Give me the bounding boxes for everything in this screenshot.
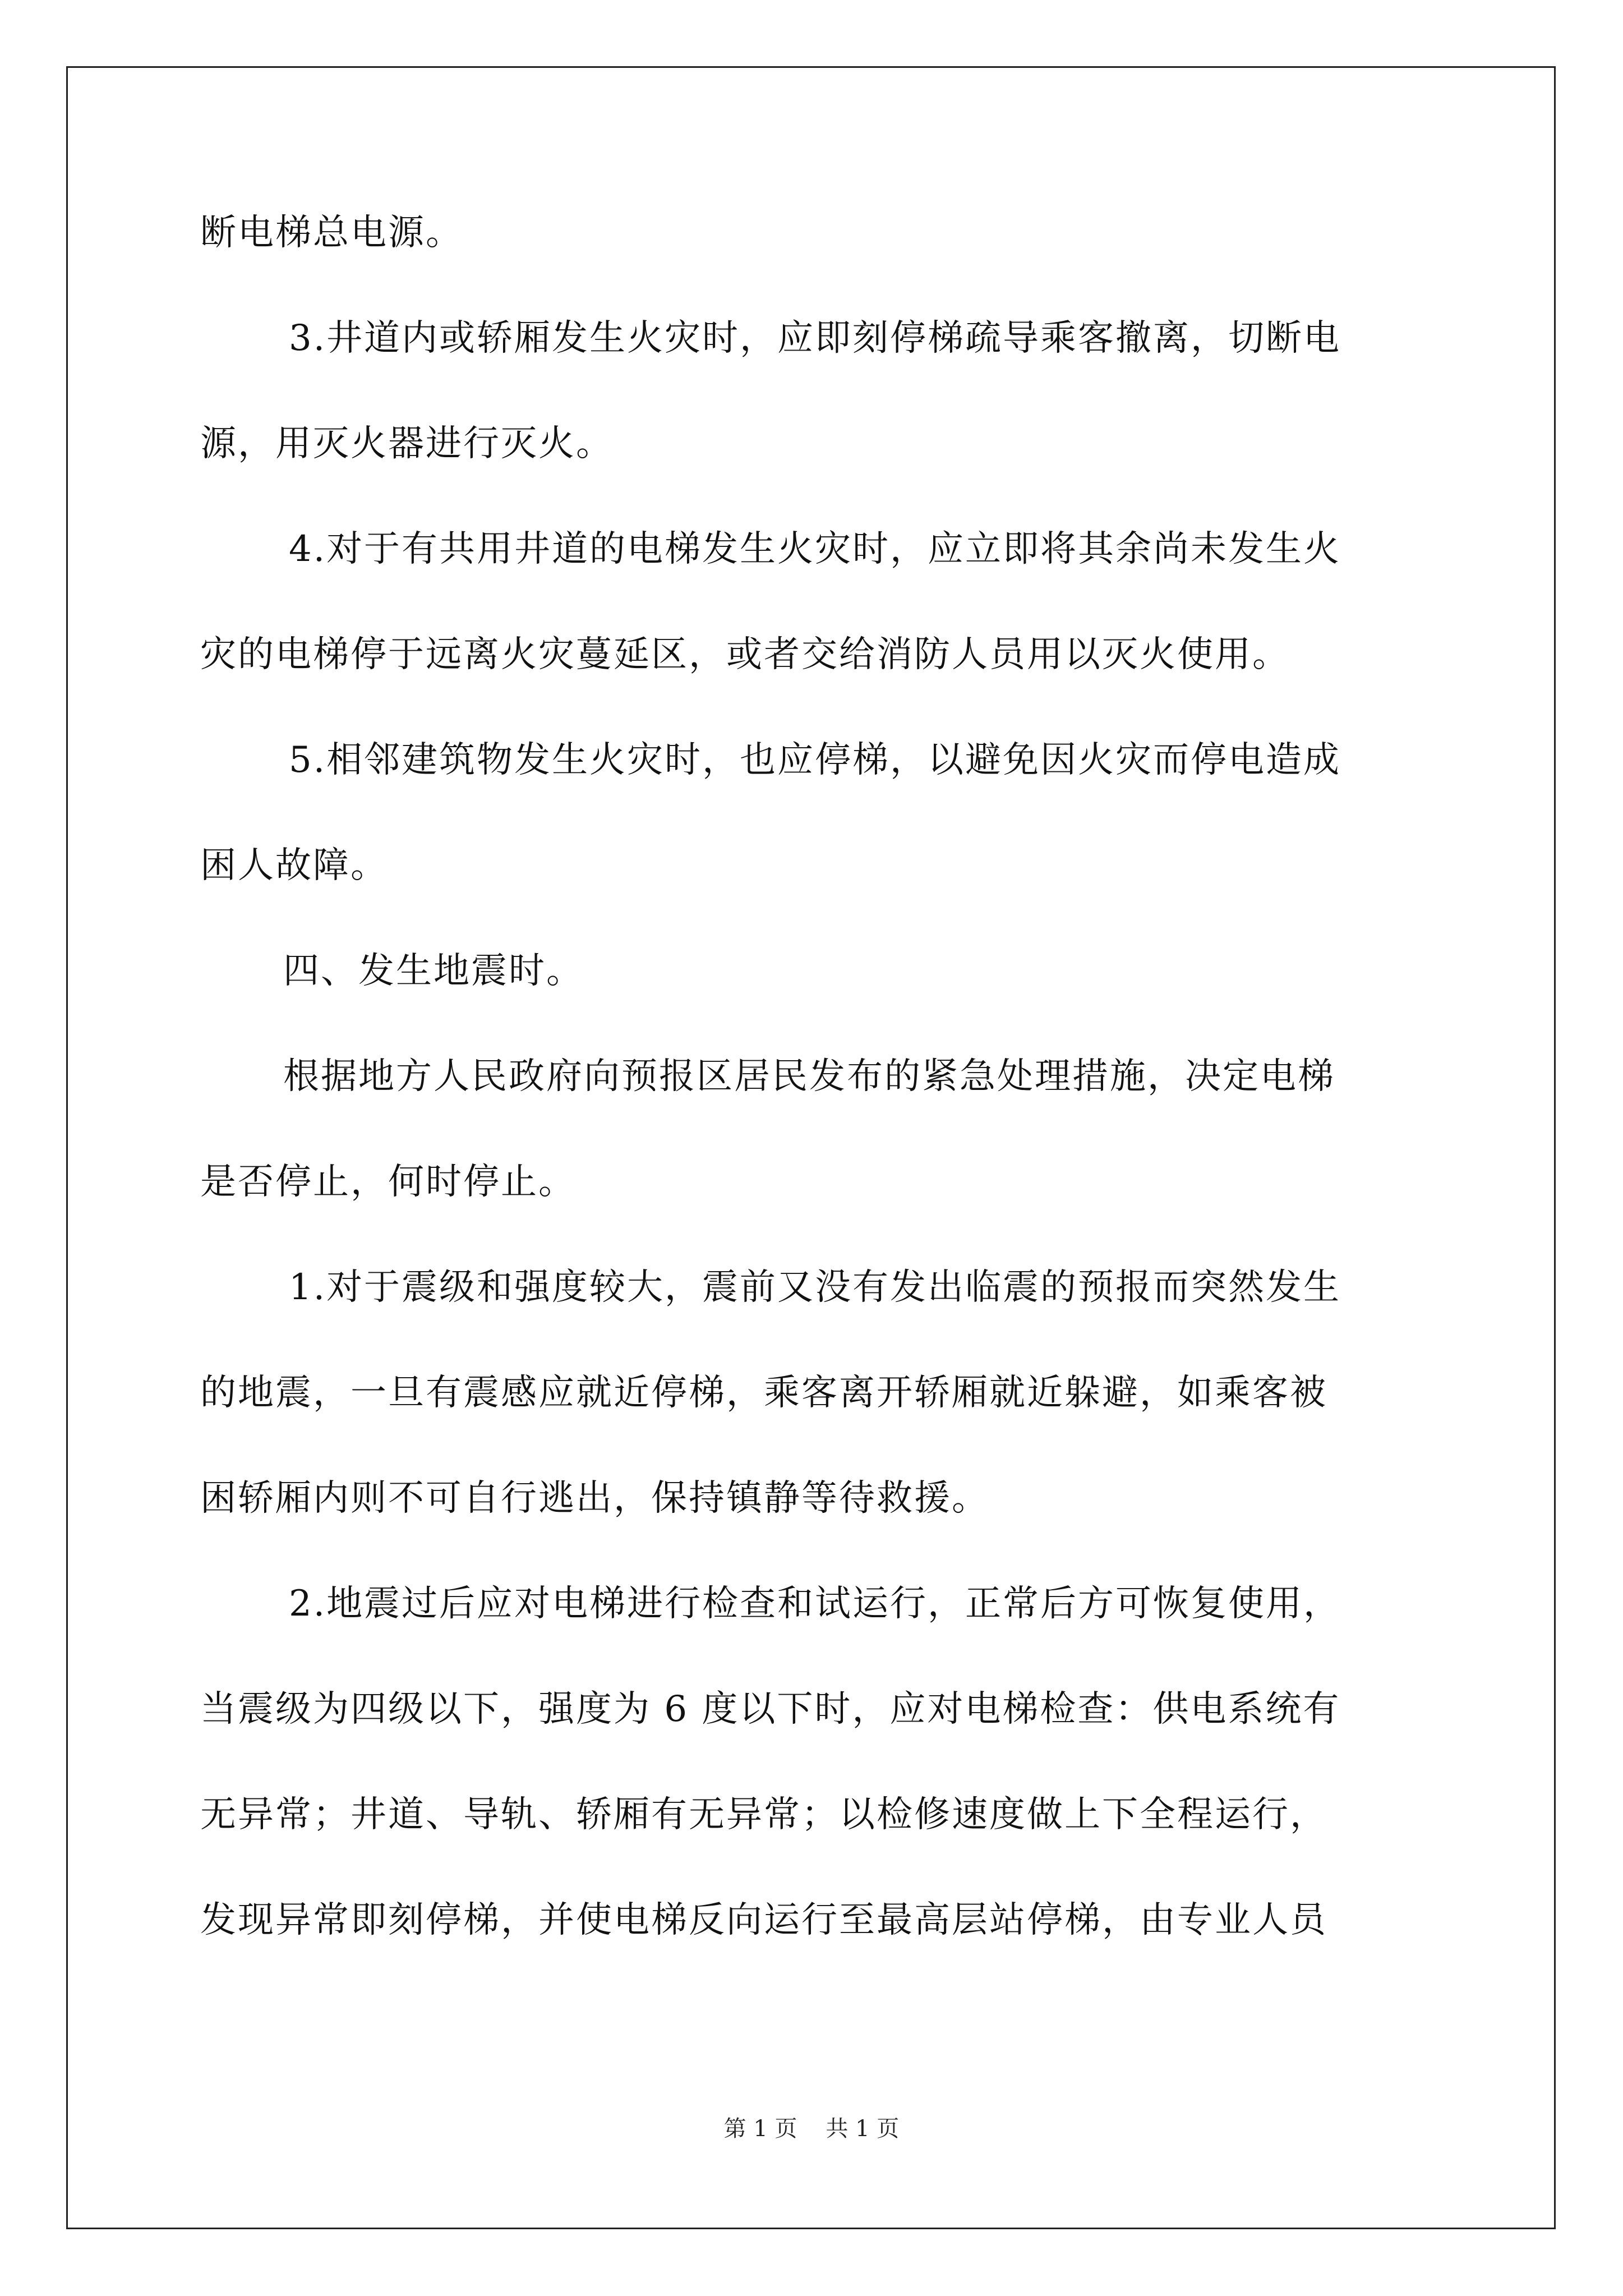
text-line: 根据地方人民政府向预报区居民发布的紧急处理措施，决定电梯	[283, 1056, 1335, 1097]
text-line: 2.地震过后应对电梯进行检查和试运行，正常后方可恢复使用，	[289, 1583, 1341, 1625]
page-number: 第 1 页	[723, 2116, 797, 2142]
page-footer	[0, 2112, 1623, 2146]
text-line: 困人故障。	[200, 845, 388, 886]
text-line: 4.对于有共用井道的电梯发生火灾时，应立即将其余尚未发生火	[289, 528, 1341, 570]
text-line: 灾的电梯停于远离火灾蔓延区，或者交给消防人员用以灭火使用。	[200, 634, 1290, 675]
text-line: 5.相邻建筑物发生火灾时，也应停梯，以避免因火灾而停电造成	[289, 739, 1341, 781]
text-line: 是否停止，何时停止。	[200, 1161, 576, 1203]
text-line: 困轿厢内则不可自行逃出，保持镇静等待救援。	[200, 1478, 989, 1519]
text-line: 的地震，一旦有震感应就近停梯，乘客离开轿厢就近躲避，如乘客被	[200, 1372, 1327, 1414]
text-line: 无异常；井道、导轨、轿厢有无异常；以检修速度做上下全程运行，	[200, 1794, 1327, 1835]
text-line: 3.井道内或轿厢发生火灾时，应即刻停梯疏导乘客撤离，切断电	[289, 318, 1341, 359]
text-line: 断电梯总电源。	[200, 212, 463, 254]
text-line: 发现异常即刻停梯，并使电梯反向运行至最高层站停梯，由专业人员	[200, 1899, 1327, 1941]
section-heading: 四、发生地震时。	[283, 950, 584, 992]
text-line: 1.对于震级和强度较大，震前又没有发出临震的预报而突然发生	[289, 1267, 1341, 1308]
page-total: 共 1 页	[826, 2116, 900, 2142]
text-line: 源，用灭火器进行灭火。	[200, 423, 614, 464]
text-line: 当震级为四级以下，强度为 6 度以下时，应对电梯检查：供电系统有	[200, 1688, 1341, 1730]
